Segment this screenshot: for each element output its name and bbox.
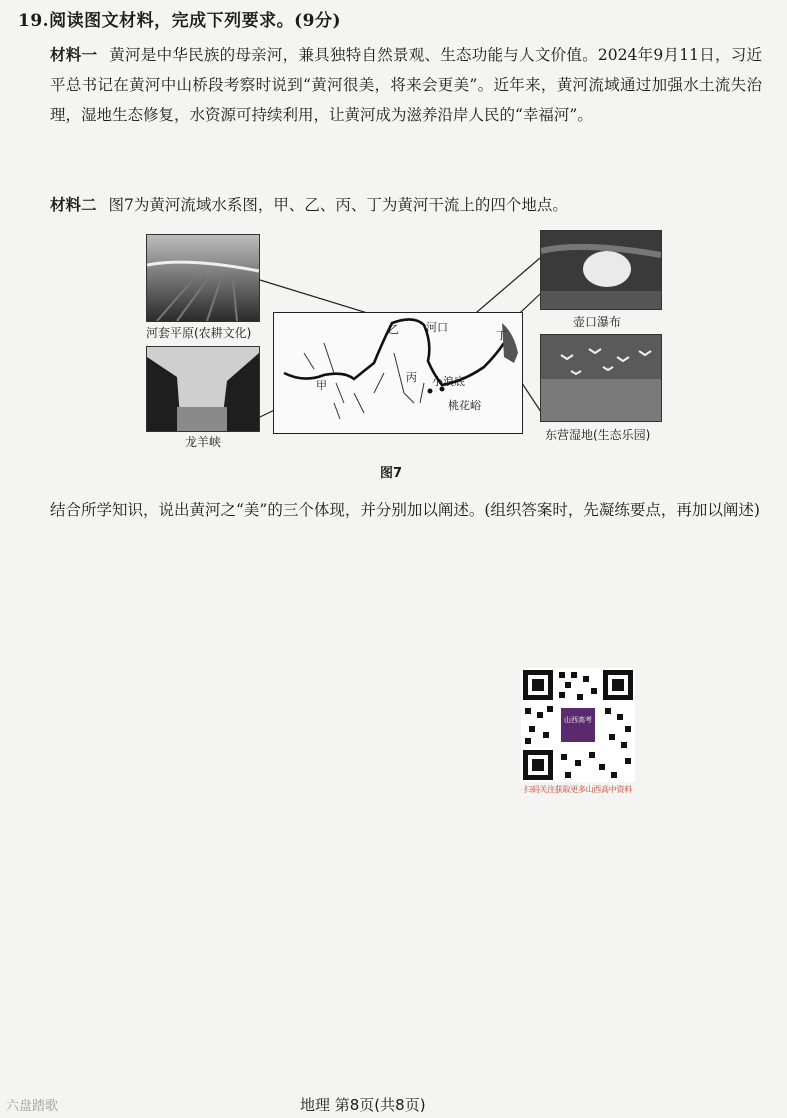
page-footer: 地理 第8页(共8页) [300, 1096, 426, 1114]
question-header [18, 6, 341, 31]
map-label-hekou: 河口 [426, 321, 448, 334]
map-label-xiaolangdi: 小浪底 [432, 375, 465, 388]
qr-code[interactable] [521, 668, 635, 782]
material-one-label: 材料一 [50, 45, 98, 64]
material-two [50, 190, 762, 220]
task-prompt: 结合所学知识，说出黄河之“美”的三个体现，并分别加以阐述。(组织答案时，先凝练要点，再加以阐述) [50, 501, 760, 519]
map-label-yi: 乙 [388, 323, 399, 336]
material-two-label: 材料二 [50, 195, 97, 214]
question-number: 19. [18, 11, 50, 31]
figure-caption: 图7 [380, 466, 403, 481]
hetao-plain-caption: 河套平原(农耕文化) [146, 326, 252, 340]
map-label-jia: 甲 [316, 379, 327, 392]
map-label-ding: 丁 [496, 329, 507, 342]
qr-code-pattern [521, 668, 635, 782]
hukou-waterfall-caption: 壶口瀑布 [573, 315, 622, 329]
dongying-wetland-photo [540, 334, 662, 422]
longyang-gorge-caption: 龙羊峡 [185, 435, 222, 449]
watermark: 六盘踏歌 [6, 1099, 59, 1114]
material-one [50, 40, 762, 130]
qr-center-label: 山西高考 [564, 716, 592, 724]
qr-note: 扫码关注获取更多山西高中资料 [524, 785, 632, 794]
material-one-text: 黄河是中华民族的母亲河，兼具独特自然景观、生态功能与人文价值。2024年9月11日，习近平总书记在黄河中山桥段考察时说到“黄河很美，将来会更美”。近年来，黄河流域通过加强水土流失治理，湿地生态修复，水资源可持续利用，让黄河成为滋养沿岸人民的“幸福河”。 [50, 46, 762, 124]
hetao-plain-photo [146, 234, 260, 322]
longyang-gorge-photo [146, 346, 260, 432]
map-label-bing: 丙 [406, 371, 417, 384]
question-title: 阅读图文材料，完成下列要求。(9分) [49, 11, 341, 31]
hukou-waterfall-photo [540, 230, 662, 310]
figure-7 [140, 228, 670, 448]
dongying-wetland-caption: 东营湿地(生态乐园) [545, 428, 651, 442]
material-two-text: 图7为黄河流域水系图，甲、乙、丙、丁为黄河干流上的四个地点。 [108, 196, 568, 214]
map-label-taohuayu: 桃花峪 [448, 399, 481, 412]
yellow-river-map [273, 312, 523, 434]
